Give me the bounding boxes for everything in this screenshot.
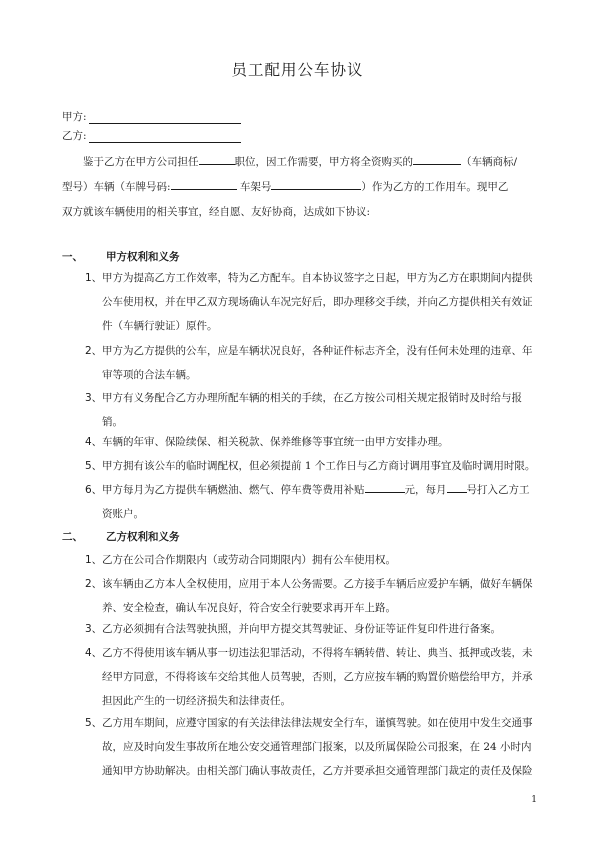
vehicle-brand-blank[interactable] [413, 153, 461, 165]
section-1-item-6: 6、 甲方每月为乙方提供车辆燃油、燃气、停车费等费用补贴 元，每月 号打入乙方工 资账户。 [85, 478, 542, 526]
party-b-row [62, 129, 241, 143]
party-b-label: 乙方: [62, 130, 87, 142]
section-2-item-3: 3、 乙方必须拥有合法驾驶执照，并向甲方提交其驾驶证、身份证等证件复印件进行备案。 [85, 623, 501, 635]
intro-line-3: 双方就该车辆使用的相关事宜，经自愿、友好协商，达成如下协议: [62, 206, 371, 218]
document-title: 员工配用公车协议 [231, 61, 364, 79]
section-1-item-3: 3、 甲方有义务配合乙方办理所配车辆的相关的手续，在乙方按公司相关规定报销时及时给与报 销。 [85, 392, 522, 428]
intro-paragraph [62, 150, 540, 225]
party-a-label: 甲方: [62, 111, 87, 123]
subsidy-amount-blank[interactable] [365, 481, 405, 493]
plate-number-blank[interactable] [171, 178, 237, 190]
pay-day-blank[interactable] [447, 481, 467, 493]
section-1-item-1: 1、 甲方为提高乙方工作效率，特为乙方配车。自本协议签字之日起，甲方为乙方在职期间内提供 公车使用权，并在甲乙双方现场确认车况完好后，即办理移交手续，并向乙方提供相关有效证 件（车辆行驶证）原件。 [85, 272, 533, 332]
vin-blank[interactable] [271, 178, 361, 190]
section-1-item-4: 4、 车辆的年审、保险续保、相关税款、保养维修等事宜统一由甲方安排办理。 [85, 436, 449, 448]
section-2-item-2: 2、 该车辆由乙方本人全权使用，应用于本人公务需要。乙方接手车辆后应爱护车辆，做好车辆保 养、安全检查，确认车况良好，符合安全行驶要求再开车上路。 [85, 578, 533, 614]
section-2-item-5: 5、 乙方用车期间，应遵守国家的有关法律法律法规安全行车，谨慎驾驶。如在使用中发生交通事 故，应及时向发生事故所在地公安交通管理部门报案，以及所属保险公司报案，在 24 小时内 通知甲方协助解决。由相关部门确认事故责任，乙方并要承担交通管理部门裁定的责任及保险 [85, 717, 533, 777]
section-1-item-5: 5、 甲方拥有该公车的临时调配权，但必须提前 1 个工作日与乙方商讨调用事宜及临时调用时限。 [85, 460, 536, 472]
section-2-item-1: 1、 乙方在公司合作期限内（或劳动合同期限内）拥有公车使用权。 [85, 554, 396, 566]
section-heading-1: 一、 甲方权利和义务 [62, 251, 180, 263]
position-blank[interactable] [199, 153, 235, 165]
section-heading-2: 二、 乙方权利和义务 [62, 531, 180, 543]
page-number: 1 [531, 795, 537, 805]
section-1-item-2: 2、 甲方为乙方提供的公车，应是车辆状况良好，各种证件标志齐全，没有任何未处理的违章、年 审等项的合法车辆。 [85, 345, 533, 381]
intro-line-1: 鉴于乙方在甲方公司担任 职位，因工作需要，甲方将全资购买的 （车辆商标/ [62, 150, 540, 175]
party-a-blank[interactable] [89, 112, 241, 124]
party-b-blank[interactable] [89, 131, 241, 143]
intro-line-2: 型号）车辆（车牌号码: 车架号 ）作为乙方的工作用车。现甲乙 [62, 175, 540, 200]
section-2-item-4: 4、 乙方不得使用该车辆从事一切违法犯罪活动，不得将车辆转借、转让、典当、抵押或改装，未 经甲方同意，不得将该车交给其他人员驾驶，否则，乙方应按车辆的购置价赔偿给甲方，并承 担因此产生的一切经济损失和法律责任。 [85, 647, 533, 707]
party-a-row [62, 110, 241, 124]
